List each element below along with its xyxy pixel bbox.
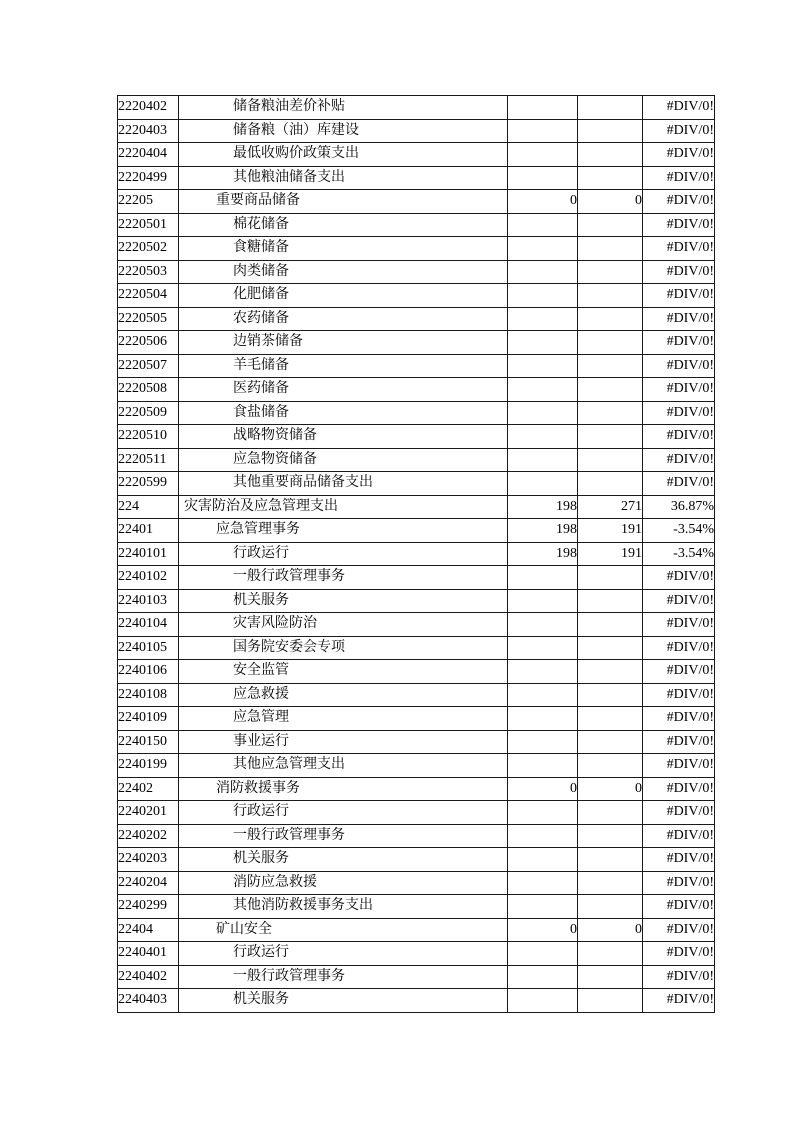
budget-table-body xyxy=(118,96,715,1013)
value1-cell xyxy=(508,613,578,637)
value2-cell xyxy=(578,824,643,848)
code-cell: 2220507 xyxy=(118,354,179,378)
value1-cell xyxy=(508,895,578,919)
value2-cell xyxy=(578,589,643,613)
code-cell: 2240108 xyxy=(118,683,179,707)
table-row xyxy=(118,213,715,237)
value1-cell xyxy=(508,307,578,331)
change-cell: #DIV/0! xyxy=(643,425,715,449)
change-cell: #DIV/0! xyxy=(643,801,715,825)
table-row xyxy=(118,448,715,472)
change-cell: #DIV/0! xyxy=(643,119,715,143)
name-cell: 农药储备 xyxy=(179,307,508,331)
code-cell: 2220402 xyxy=(118,96,179,120)
table-row xyxy=(118,801,715,825)
code-cell: 22404 xyxy=(118,918,179,942)
name-cell: 肉类储备 xyxy=(179,260,508,284)
value2-cell xyxy=(578,801,643,825)
name-cell: 其他重要商品储备支出 xyxy=(179,472,508,496)
table-row xyxy=(118,871,715,895)
table-row xyxy=(118,730,715,754)
value1-cell xyxy=(508,284,578,308)
value1-cell xyxy=(508,660,578,684)
table-row xyxy=(118,777,715,801)
code-cell: 2240101 xyxy=(118,542,179,566)
value2-cell xyxy=(578,965,643,989)
name-cell: 行政运行 xyxy=(179,942,508,966)
code-cell: 2220404 xyxy=(118,143,179,167)
code-cell: 2220508 xyxy=(118,378,179,402)
code-cell: 22205 xyxy=(118,190,179,214)
code-cell: 2220403 xyxy=(118,119,179,143)
value1-cell xyxy=(508,143,578,167)
change-cell: #DIV/0! xyxy=(643,824,715,848)
value2-cell: 0 xyxy=(578,777,643,801)
change-cell: #DIV/0! xyxy=(643,284,715,308)
table-row xyxy=(118,707,715,731)
table-row xyxy=(118,683,715,707)
code-cell: 2220501 xyxy=(118,213,179,237)
value1-cell xyxy=(508,683,578,707)
change-cell: #DIV/0! xyxy=(643,895,715,919)
value1-cell xyxy=(508,730,578,754)
value1-cell: 0 xyxy=(508,777,578,801)
change-cell: #DIV/0! xyxy=(643,754,715,778)
change-cell: 36.87% xyxy=(643,495,715,519)
code-cell: 2220510 xyxy=(118,425,179,449)
value2-cell xyxy=(578,354,643,378)
change-cell: -3.54% xyxy=(643,542,715,566)
code-cell: 2220599 xyxy=(118,472,179,496)
code-cell: 2240109 xyxy=(118,707,179,731)
table-row xyxy=(118,895,715,919)
code-cell: 2220511 xyxy=(118,448,179,472)
value2-cell xyxy=(578,284,643,308)
name-cell: 储备粮（油）库建设 xyxy=(179,119,508,143)
value2-cell xyxy=(578,942,643,966)
value2-cell xyxy=(578,989,643,1013)
code-cell: 22401 xyxy=(118,519,179,543)
change-cell: #DIV/0! xyxy=(643,448,715,472)
value2-cell xyxy=(578,730,643,754)
value1-cell xyxy=(508,425,578,449)
table-row xyxy=(118,96,715,120)
value1-cell xyxy=(508,942,578,966)
table-row xyxy=(118,918,715,942)
value1-cell xyxy=(508,331,578,355)
value2-cell xyxy=(578,613,643,637)
code-cell: 2220506 xyxy=(118,331,179,355)
change-cell: #DIV/0! xyxy=(643,307,715,331)
value2-cell xyxy=(578,754,643,778)
value2-cell: 0 xyxy=(578,918,643,942)
change-cell: #DIV/0! xyxy=(643,683,715,707)
value1-cell xyxy=(508,354,578,378)
change-cell: -3.54% xyxy=(643,519,715,543)
value1-cell xyxy=(508,824,578,848)
table-row xyxy=(118,119,715,143)
code-cell: 2240103 xyxy=(118,589,179,613)
value2-cell xyxy=(578,660,643,684)
name-cell: 行政运行 xyxy=(179,542,508,566)
value1-cell xyxy=(508,566,578,590)
code-cell: 2220505 xyxy=(118,307,179,331)
value2-cell xyxy=(578,683,643,707)
table-row xyxy=(118,284,715,308)
change-cell: #DIV/0! xyxy=(643,190,715,214)
name-cell: 一般行政管理事务 xyxy=(179,566,508,590)
code-cell: 2240102 xyxy=(118,566,179,590)
name-cell: 消防救援事务 xyxy=(179,777,508,801)
budget-table xyxy=(117,95,715,1013)
name-cell: 其他粮油储备支出 xyxy=(179,166,508,190)
code-cell: 2240401 xyxy=(118,942,179,966)
table-row xyxy=(118,307,715,331)
name-cell: 羊毛储备 xyxy=(179,354,508,378)
table-row xyxy=(118,754,715,778)
value2-cell xyxy=(578,307,643,331)
table-row xyxy=(118,965,715,989)
name-cell: 一般行政管理事务 xyxy=(179,965,508,989)
name-cell: 食糖储备 xyxy=(179,237,508,261)
value2-cell xyxy=(578,260,643,284)
name-cell: 灾害风险防治 xyxy=(179,613,508,637)
name-cell: 应急救援 xyxy=(179,683,508,707)
table-row xyxy=(118,237,715,261)
value1-cell xyxy=(508,801,578,825)
value1-cell: 198 xyxy=(508,542,578,566)
name-cell: 战略物资储备 xyxy=(179,425,508,449)
code-cell: 2240204 xyxy=(118,871,179,895)
code-cell: 2240403 xyxy=(118,989,179,1013)
code-cell: 2240299 xyxy=(118,895,179,919)
value2-cell xyxy=(578,143,643,167)
change-cell: #DIV/0! xyxy=(643,566,715,590)
table-row xyxy=(118,848,715,872)
value1-cell xyxy=(508,166,578,190)
change-cell: #DIV/0! xyxy=(643,401,715,425)
value1-cell xyxy=(508,965,578,989)
change-cell: #DIV/0! xyxy=(643,918,715,942)
table-row xyxy=(118,378,715,402)
value1-cell xyxy=(508,636,578,660)
code-cell: 2220499 xyxy=(118,166,179,190)
change-cell: #DIV/0! xyxy=(643,237,715,261)
code-cell: 2240105 xyxy=(118,636,179,660)
value2-cell: 0 xyxy=(578,190,643,214)
value1-cell xyxy=(508,96,578,120)
code-cell: 2240201 xyxy=(118,801,179,825)
code-cell: 2220504 xyxy=(118,284,179,308)
table-row xyxy=(118,942,715,966)
name-cell: 边销茶储备 xyxy=(179,331,508,355)
value1-cell xyxy=(508,448,578,472)
value1-cell xyxy=(508,989,578,1013)
change-cell: #DIV/0! xyxy=(643,730,715,754)
value1-cell: 198 xyxy=(508,519,578,543)
value2-cell xyxy=(578,566,643,590)
code-cell: 2240150 xyxy=(118,730,179,754)
value2-cell xyxy=(578,237,643,261)
change-cell: #DIV/0! xyxy=(643,989,715,1013)
name-cell: 消防应急救援 xyxy=(179,871,508,895)
change-cell: #DIV/0! xyxy=(643,213,715,237)
value2-cell: 191 xyxy=(578,542,643,566)
value1-cell xyxy=(508,589,578,613)
value2-cell xyxy=(578,425,643,449)
name-cell: 重要商品储备 xyxy=(179,190,508,214)
value1-cell xyxy=(508,119,578,143)
table-row xyxy=(118,354,715,378)
value2-cell xyxy=(578,707,643,731)
table-row xyxy=(118,260,715,284)
value1-cell: 198 xyxy=(508,495,578,519)
value1-cell xyxy=(508,378,578,402)
change-cell: #DIV/0! xyxy=(643,707,715,731)
value1-cell: 0 xyxy=(508,190,578,214)
value1-cell xyxy=(508,260,578,284)
code-cell: 2240199 xyxy=(118,754,179,778)
change-cell: #DIV/0! xyxy=(643,378,715,402)
name-cell: 机关服务 xyxy=(179,989,508,1013)
table-row xyxy=(118,143,715,167)
table-row xyxy=(118,566,715,590)
name-cell: 事业运行 xyxy=(179,730,508,754)
value1-cell xyxy=(508,871,578,895)
change-cell: #DIV/0! xyxy=(643,331,715,355)
name-cell: 行政运行 xyxy=(179,801,508,825)
code-cell: 224 xyxy=(118,495,179,519)
name-cell: 医药储备 xyxy=(179,378,508,402)
table-row xyxy=(118,472,715,496)
table-row xyxy=(118,495,715,519)
table-row xyxy=(118,613,715,637)
value2-cell xyxy=(578,166,643,190)
table-row xyxy=(118,166,715,190)
name-cell: 棉花储备 xyxy=(179,213,508,237)
code-cell: 2220502 xyxy=(118,237,179,261)
value2-cell xyxy=(578,636,643,660)
table-row xyxy=(118,824,715,848)
table-row xyxy=(118,636,715,660)
value2-cell xyxy=(578,331,643,355)
table-row xyxy=(118,190,715,214)
name-cell: 机关服务 xyxy=(179,589,508,613)
name-cell: 一般行政管理事务 xyxy=(179,824,508,848)
name-cell: 灾害防治及应急管理支出 xyxy=(179,495,508,519)
change-cell: #DIV/0! xyxy=(643,260,715,284)
value1-cell xyxy=(508,754,578,778)
code-cell: 2240104 xyxy=(118,613,179,637)
table-row xyxy=(118,425,715,449)
name-cell: 应急管理 xyxy=(179,707,508,731)
name-cell: 最低收购价政策支出 xyxy=(179,143,508,167)
code-cell: 22402 xyxy=(118,777,179,801)
name-cell: 其他应急管理支出 xyxy=(179,754,508,778)
value1-cell xyxy=(508,848,578,872)
code-cell: 2240202 xyxy=(118,824,179,848)
name-cell: 其他消防救援事务支出 xyxy=(179,895,508,919)
table-row xyxy=(118,401,715,425)
name-cell: 应急管理事务 xyxy=(179,519,508,543)
name-cell: 应急物资储备 xyxy=(179,448,508,472)
value1-cell xyxy=(508,707,578,731)
change-cell: #DIV/0! xyxy=(643,942,715,966)
value2-cell: 191 xyxy=(578,519,643,543)
change-cell: #DIV/0! xyxy=(643,871,715,895)
change-cell: #DIV/0! xyxy=(643,354,715,378)
name-cell: 食盐储备 xyxy=(179,401,508,425)
change-cell: #DIV/0! xyxy=(643,660,715,684)
table-row xyxy=(118,589,715,613)
name-cell: 储备粮油差价补贴 xyxy=(179,96,508,120)
change-cell: #DIV/0! xyxy=(643,636,715,660)
change-cell: #DIV/0! xyxy=(643,472,715,496)
table-row xyxy=(118,660,715,684)
value1-cell xyxy=(508,213,578,237)
value1-cell xyxy=(508,472,578,496)
name-cell: 国务院安委会专项 xyxy=(179,636,508,660)
value2-cell xyxy=(578,119,643,143)
name-cell: 矿山安全 xyxy=(179,918,508,942)
table-row xyxy=(118,542,715,566)
code-cell: 2240106 xyxy=(118,660,179,684)
code-cell: 2220509 xyxy=(118,401,179,425)
value2-cell xyxy=(578,96,643,120)
name-cell: 化肥储备 xyxy=(179,284,508,308)
change-cell: #DIV/0! xyxy=(643,143,715,167)
code-cell: 2240203 xyxy=(118,848,179,872)
value2-cell xyxy=(578,848,643,872)
value2-cell: 271 xyxy=(578,495,643,519)
change-cell: #DIV/0! xyxy=(643,965,715,989)
value2-cell xyxy=(578,472,643,496)
value2-cell xyxy=(578,401,643,425)
code-cell: 2240402 xyxy=(118,965,179,989)
value2-cell xyxy=(578,378,643,402)
value1-cell xyxy=(508,237,578,261)
table-row xyxy=(118,989,715,1013)
table-row xyxy=(118,331,715,355)
change-cell: #DIV/0! xyxy=(643,589,715,613)
value1-cell: 0 xyxy=(508,918,578,942)
change-cell: #DIV/0! xyxy=(643,848,715,872)
value2-cell xyxy=(578,213,643,237)
value2-cell xyxy=(578,448,643,472)
change-cell: #DIV/0! xyxy=(643,777,715,801)
table-row xyxy=(118,519,715,543)
value1-cell xyxy=(508,401,578,425)
value2-cell xyxy=(578,871,643,895)
change-cell: #DIV/0! xyxy=(643,96,715,120)
value2-cell xyxy=(578,895,643,919)
name-cell: 安全监管 xyxy=(179,660,508,684)
change-cell: #DIV/0! xyxy=(643,613,715,637)
code-cell: 2220503 xyxy=(118,260,179,284)
change-cell: #DIV/0! xyxy=(643,166,715,190)
name-cell: 机关服务 xyxy=(179,848,508,872)
